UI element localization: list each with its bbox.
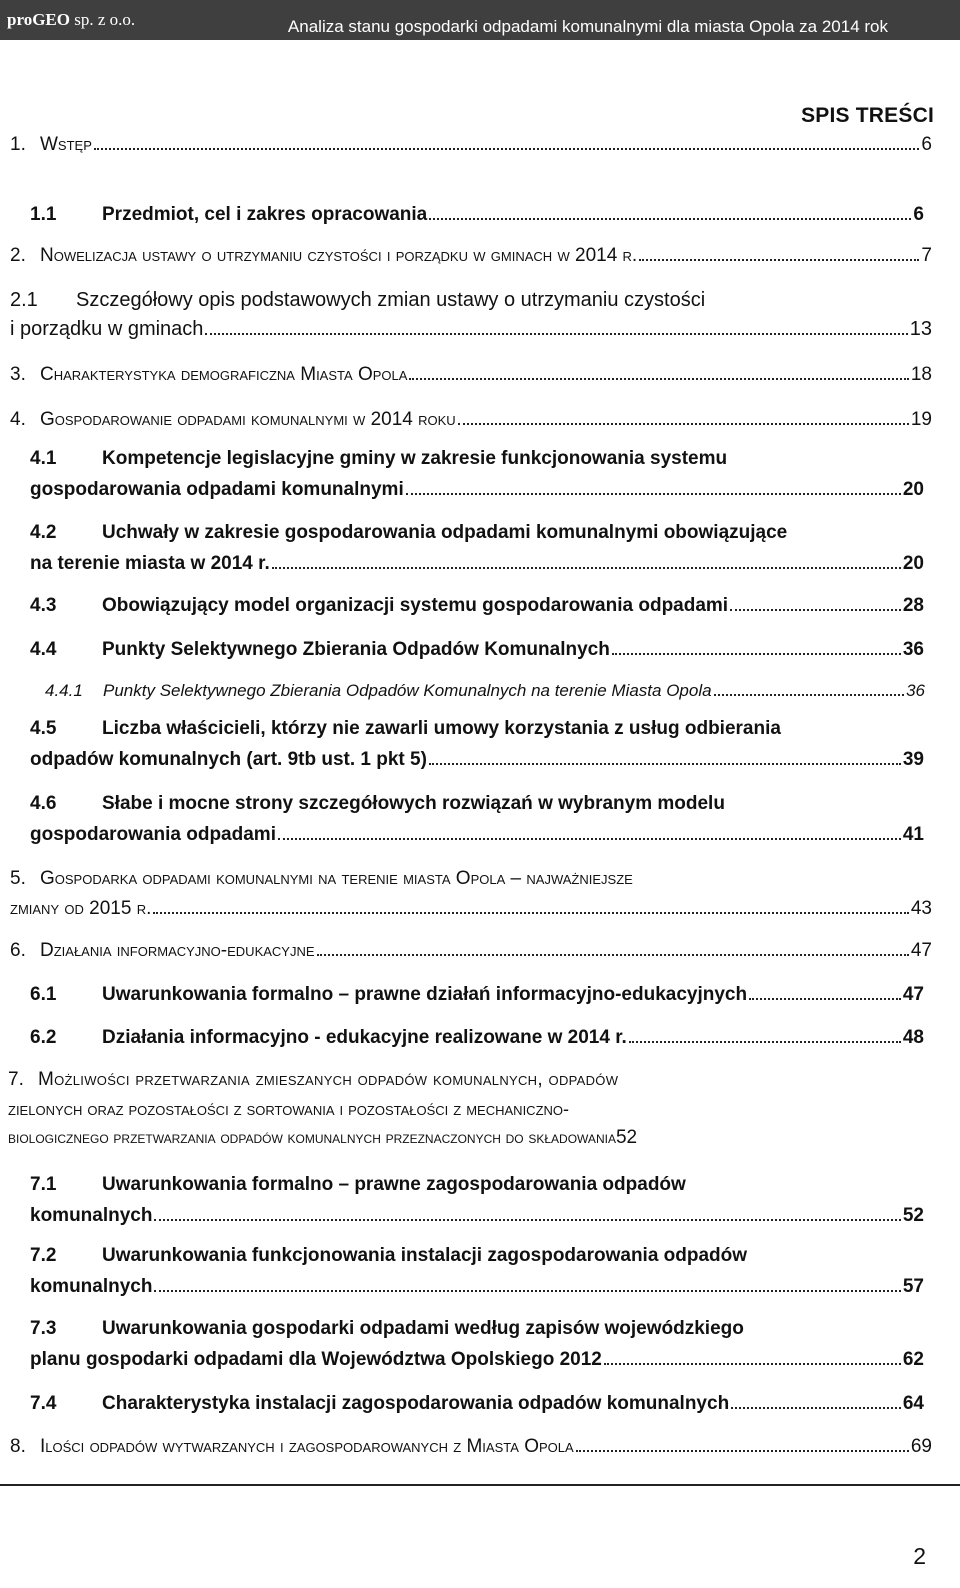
toc-entry-2-1[interactable]: [10, 289, 932, 341]
footer-divider: [0, 1484, 960, 1486]
dot-leader: [749, 997, 901, 1000]
toc-text-line1: Kompetencje legislacyjne gminy w zakresie funkcjonowania systemu: [102, 448, 728, 469]
document-title: Analiza stanu gospodarki odpadami komunalnymi dla miasta Opola za 2014 rok: [287, 17, 888, 36]
toc-entry-7-4[interactable]: [30, 1393, 924, 1415]
toc-text-line2: planu gospodarki odpadami dla Województwa Opolskiego 2012: [30, 1349, 602, 1370]
toc-page: 64: [902, 1393, 924, 1414]
toc-text: Nowelizacja ustawy o utrzymaniu czystości i porządku w gminach w 2014 r.: [40, 245, 638, 266]
toc-text-line1: Uchwały w zakresie gospodarowania odpadami komunalnymi obowiązujące: [102, 522, 788, 543]
toc-number: 7.3: [30, 1318, 57, 1339]
toc-text-line1: Liczba właścicieli, którzy nie zawarli umowy korzystania z usług odbierania: [102, 718, 781, 739]
toc-text-line2: zielonych oraz pozostałości z sortowania i pozostałości z mechaniczno-: [8, 1099, 569, 1119]
dot-leader: [154, 1218, 900, 1221]
toc-entry-4-4[interactable]: [30, 639, 924, 661]
dot-leader: [576, 1449, 909, 1452]
toc-page: 69: [910, 1436, 932, 1457]
toc-entry-4[interactable]: [10, 409, 932, 431]
dot-leader: [278, 837, 901, 840]
toc-text: Punkty Selektywnego Zbierania Odpadów Komunalnych na terenie Miasta Opola: [103, 681, 712, 700]
toc-text: Punkty Selektywnego Zbierania Odpadów Komunalnych: [102, 639, 610, 660]
toc-text: Obowiązujący model organizacji systemu gospodarowania odpadami: [102, 595, 729, 616]
toc-entry-1[interactable]: [10, 134, 932, 156]
toc-page: 36: [906, 681, 925, 700]
toc-page: 41: [902, 824, 924, 845]
toc-page: 57: [902, 1276, 924, 1297]
company-name: [7, 10, 135, 30]
toc-text-line1: Uwarunkowania formalno – prawne zagospodarowania odpadów: [102, 1174, 686, 1195]
toc-page: 43: [910, 898, 932, 919]
toc-page: 47: [910, 940, 932, 961]
company-brand: proGEO: [7, 10, 70, 29]
toc-text-line1: Gospodarka odpadami komunalnymi na terenie miasta Opola – najważniejsze: [40, 868, 633, 889]
toc-page: 47: [902, 984, 924, 1005]
toc-page: 20: [902, 479, 924, 500]
toc-number: 4.1: [30, 448, 57, 469]
toc-entry-6-1[interactable]: [30, 984, 924, 1006]
toc-entry-4-2[interactable]: [30, 522, 924, 575]
toc-entry-4-4-1[interactable]: [45, 681, 925, 701]
dot-leader: [94, 147, 920, 150]
toc-entry-6-2[interactable]: [30, 1027, 924, 1049]
toc-number: 2.: [10, 245, 26, 266]
dot-leader: [458, 422, 909, 425]
toc-number: 2.1: [10, 289, 38, 311]
toc-text-line2: komunalnych: [30, 1276, 153, 1297]
toc-entry-1-1[interactable]: [30, 204, 924, 226]
toc-number: 4.: [10, 409, 26, 430]
toc-entry-5[interactable]: [10, 868, 932, 920]
dot-leader: [604, 1362, 901, 1365]
toc-text-line2: na terenie miasta w 2014 r.: [30, 553, 270, 574]
toc-number: 4.6: [30, 793, 57, 814]
toc-page: 48: [902, 1027, 924, 1048]
toc-number: 3.: [10, 364, 26, 385]
toc-entry-7[interactable]: [8, 1069, 942, 1149]
dot-leader: [639, 258, 919, 261]
toc-number: 7.1: [30, 1174, 57, 1195]
toc-entry-8[interactable]: [10, 1436, 932, 1458]
toc-page: 18: [910, 364, 932, 385]
toc-text: Uwarunkowania formalno – prawne działań informacyjno-edukacyjnych: [102, 984, 748, 1005]
toc-entry-3[interactable]: [10, 364, 932, 386]
toc-number: 5.: [10, 868, 26, 889]
dot-leader: [317, 953, 909, 956]
toc-page: 52: [615, 1127, 638, 1148]
toc-text: Charakterystyka instalacji zagospodarowania odpadów komunalnych: [102, 1393, 730, 1414]
dot-leader: [406, 492, 901, 495]
toc-text: Wstęp: [40, 134, 92, 155]
toc-page: 6: [921, 134, 932, 155]
dot-leader: [409, 377, 908, 380]
toc-page: 28: [902, 595, 924, 616]
dot-leader: [629, 1040, 901, 1043]
toc-text: Działania informacyjno - edukacyjne realizowane w 2014 r.: [102, 1027, 627, 1048]
toc-entry-4-6[interactable]: [30, 793, 924, 846]
toc-text-line3: biologicznego przetwarzania odpadów komunalnych przeznaczonych do składowania: [8, 1128, 616, 1147]
dot-leader: [429, 762, 901, 765]
toc-number: 6.2: [30, 1027, 57, 1048]
toc-number: 4.3: [30, 595, 57, 616]
toc-number: 4.2: [30, 522, 57, 543]
toc-page: 36: [902, 639, 924, 660]
toc-text: Działania informacyjno-edukacyjne: [40, 940, 315, 961]
toc-number: 1.1: [30, 204, 57, 225]
dot-leader: [154, 1289, 900, 1292]
toc-entry-7-3[interactable]: [30, 1318, 924, 1371]
toc-number: 7.4: [30, 1393, 57, 1414]
toc-text-line1: Uwarunkowania gospodarki odpadami według zapisów wojewódzkiego: [102, 1318, 744, 1339]
toc-page: 20: [902, 553, 924, 574]
toc-text-line2: zmiany od 2015 r.: [10, 898, 152, 919]
toc-text-line1: Uwarunkowania funkcjonowania instalacji zagospodarowania odpadów: [102, 1245, 748, 1266]
dot-leader: [272, 566, 901, 569]
toc-text-line2: gospodarowania odpadami: [30, 824, 276, 845]
toc-number: 4.4.1: [45, 681, 83, 700]
toc-text: Ilości odpadów wytwarzanych i zagospodarowanych z Miasta Opola: [40, 1436, 574, 1457]
toc-entry-7-2[interactable]: [30, 1245, 924, 1298]
toc-page: 19: [910, 409, 932, 430]
toc-entry-6[interactable]: [10, 940, 932, 962]
toc-entry-4-1[interactable]: [30, 448, 924, 501]
toc-entry-7-1[interactable]: [30, 1174, 924, 1227]
dot-leader: [714, 693, 905, 696]
toc-number: 6.: [10, 940, 26, 961]
toc-text-line1: Szczegółowy opis podstawowych zmian ustawy o utrzymaniu czystości: [76, 289, 706, 311]
toc-text-line1: Możliwości przetwarzania zmieszanych odpadów komunalnych, odpadów: [38, 1069, 619, 1090]
toc-number: 4.4: [30, 639, 57, 660]
toc-page: 52: [902, 1205, 924, 1226]
company-suffix: sp. z o.o.: [69, 10, 136, 29]
dot-leader: [153, 911, 908, 914]
toc-text: Gospodarowanie odpadami komunalnymi w 2014 roku: [40, 409, 456, 430]
toc-text-line2: i porządku w gminach: [10, 318, 204, 340]
toc-text-line1: Słabe i mocne strony szczegółowych rozwiązań w wybranym modelu: [102, 793, 725, 814]
dot-leader: [731, 1406, 901, 1409]
toc-text-line2: komunalnych: [30, 1205, 153, 1226]
toc-entry-2[interactable]: [10, 245, 932, 267]
toc-page: 6: [913, 204, 924, 225]
toc-entry-4-3[interactable]: [30, 595, 924, 617]
document-header: [0, 0, 960, 40]
page-number: 2: [913, 1543, 926, 1569]
toc-entry-4-5[interactable]: [30, 718, 924, 771]
dot-leader: [205, 332, 907, 335]
toc-text: Charakterystyka demograficzna Miasta Opola: [40, 364, 408, 385]
toc-number: 6.1: [30, 984, 57, 1005]
toc-number: 8.: [10, 1436, 26, 1457]
toc-page: 7: [921, 245, 932, 266]
dot-leader: [730, 608, 901, 611]
toc-page: 62: [902, 1349, 924, 1370]
toc-page: 13: [909, 318, 932, 340]
toc-title: SPIS TREŚCI: [801, 104, 934, 127]
toc-text-line2: gospodarowania odpadami komunalnymi: [30, 479, 404, 500]
toc-number: 7.: [8, 1069, 24, 1090]
dot-leader: [612, 652, 901, 655]
toc-text-line2: odpadów komunalnych (art. 9tb ust. 1 pkt 5): [30, 749, 427, 770]
toc-page: 39: [902, 749, 924, 770]
dot-leader: [429, 217, 911, 220]
toc-number: 4.5: [30, 718, 57, 739]
toc-number: 7.2: [30, 1245, 57, 1266]
toc-text: Przedmiot, cel i zakres opracowania: [102, 204, 428, 225]
toc-number: 1.: [10, 134, 26, 155]
